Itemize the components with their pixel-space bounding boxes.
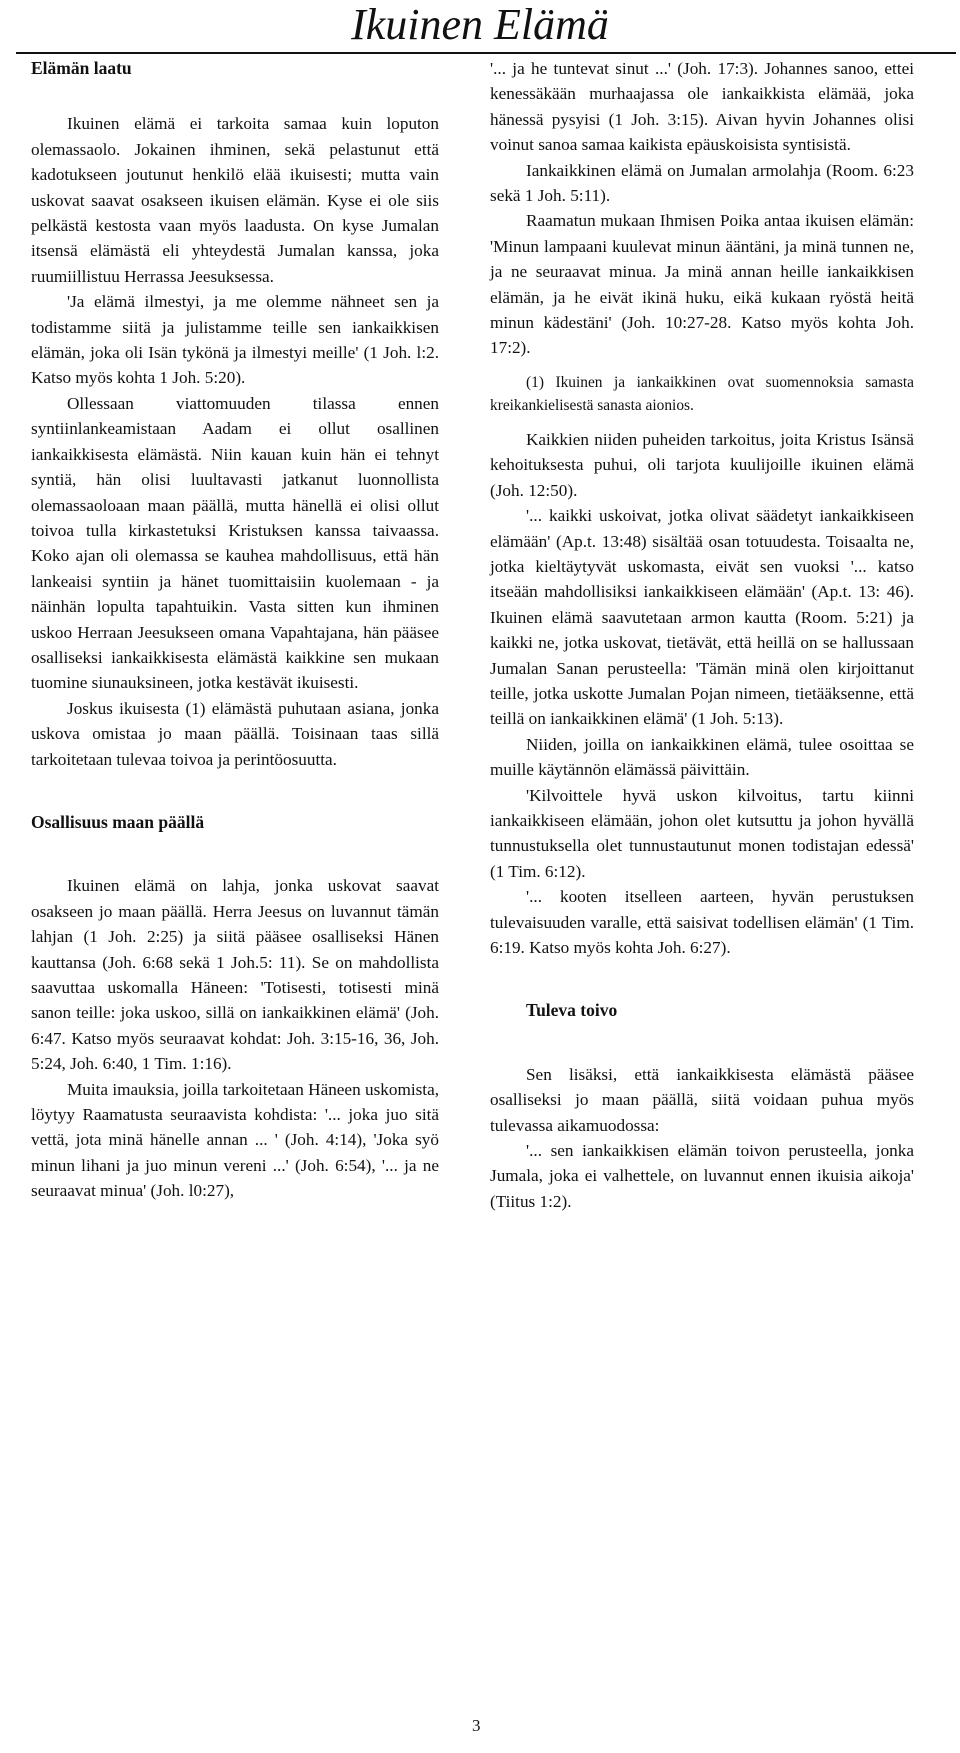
- section-heading-elaman-laatu: Elämän laatu: [31, 58, 132, 78]
- header-rule: [16, 52, 956, 54]
- paragraph: Niiden, joilla on iankaikkinen elämä, tulee osoittaa se muille käytännön elämässä päivittäin.: [490, 734, 914, 780]
- section-heading-osallisuus: Osallisuus maan päällä: [31, 811, 205, 832]
- paragraph: '... kooten itselleen aarteen, hyvän perustuksen tulevaisuuden varalle, että saisivat todellisen elämän' (1 Tim. 6:19. Katso myös kohta Joh. 6:27).: [490, 887, 914, 957]
- paragraph: Joskus ikuisesta (1) elämästä puhutaan asiana, jonka uskova omistaa jo maan päällä. Toisinaan taas sillä tarkoitetaan tulevaa toivoa ja perintöosuutta.: [31, 698, 439, 769]
- paragraph: 'Kilvoittele hyvä uskon kilvoitus, tartu kiinni iankaikkiseen elämään, johon olet kutsuttu ja johon hyvällä tunnustuksella olet tunnustautunut monen todistajan edessä' (1 Tim. 6:12).: [490, 785, 914, 881]
- paragraph: Iankaikkinen elämä on Jumalan armolahja (Room. 6:23 sekä 1 Joh. 5:11).: [490, 160, 914, 206]
- page-title: Ikuinen Elämä: [351, 0, 609, 49]
- paragraph: '... sen iankaikkisen elämän toivon perusteella, jonka Jumala, joka ei valhettele, on luvannut ennen ikuisia aikoja' (Tiitus 1:2).: [490, 1141, 914, 1211]
- paragraph: Muita imauksia, joilla tarkoitetaan Häneen uskomista, löytyy Raamatusta seuraavista kohdista: '... joka juo sitä vettä, jota minä hänelle annan ... ' (Joh. 4:14), 'Joka syö minun lihani ja juo minun vereni ...' (Joh. 6:54), '... ja ne seuraavat minua' (Joh. l0:27),: [31, 1079, 439, 1201]
- footnote: (1) Ikuinen ja iankaikkinen ovat suomennoksia samasta kreikankielisestä sanasta aionios.: [490, 373, 914, 414]
- paragraph: Kaikkien niiden puheiden tarkoitus, joita Kristus Isänsä kehoituksesta puhui, oli tarjota kuulijoille ikuinen elämä (Joh. 12:50).: [490, 429, 914, 500]
- section-heading-tuleva-toivo: Tuleva toivo: [526, 1000, 618, 1021]
- paragraph: Ollessaan viattomuuden tilassa ennen syntiinlankeamistaan Aadam ei ollut osallinen iankaikkisesta elämästä. Niin kauan kuin hän ei tehnyt syntiä, hän olisi luultavasti jatkanut luonnollista olemassaoloaan maan päällä, mutta hänellä ei olisi ollut toivoa tulla kirkastetuksi Kristuksen kanssa taivaassa. Koko ajan oli olemassa se kauhea mahdollisuus, että hän lankeaisi syntiin ja hänet tuomittaisiin kuolemaan - ja näinhän lopulta tapahtuikin. Vasta sitten kun ihminen uskoo Herraan Jeesukseen omana Vapahtajana, hän pääsee osalliseksi iankaikkisesta elämästä kaikkine sen mukaan tuomine siunauksineen, jotka kestävät ikuisesti.: [31, 393, 439, 693]
- right-column: [490, 56, 914, 1214]
- page-number: 3: [472, 1716, 481, 1735]
- paragraph: Ikuinen elämä on lahja, jonka uskovat saavat osakseen jo maan päällä. Herra Jeesus on luvannut tämän lahjan (1 Joh. 2:25) ja siitä pääsee osalliseksi Hänen kauttansa (Joh. 6:68 sekä 1 Joh.5: 11). Se on mahdollista saavuttaa uskomalla Häneen: 'Totisesti, totisesti minä sanon teille: joka uskoo, sillä on iankaikkinen elämä' (Joh. 6:47. Katso myös seuraavat kohdat: Joh. 3:15-16, 36, Joh. 5:24, Joh. 6:40, 1 Tim. 1:16).: [31, 876, 439, 1074]
- paragraph: Raamatun mukaan Ihmisen Poika antaa ikuisen elämän: 'Minun lampaani kuulevat minun ääntäni, ja minä tunnen ne, ja ne seuraavat minua. Ja minä annan heille iankaikkisen elämän, ja he eivät ikinä huku, eikä kukaan ryöstä heitä minun kädestäni' (Joh. 10:27-28. Katso myös kohta Joh. 17:2).: [490, 211, 914, 358]
- paragraph: '... kaikki uskoivat, jotka olivat säädetyt iankaikkiseen elämään' (Ap.t. 13:48) sisältää osan totuudesta. Toisaalta ne, jotka kieltäytyvät uskomasta, eivät sen vuoksi '... katso itseään mahdollisiksi iankaikkiseen elämään' (Ap.t. 13: 46). Ikuinen elämä saavutetaan armon kautta (Room. 5:21) ja kaikki ne, jotka uskovat, tietävät, että heillä on se hallussaan Jumalan Sanan perusteella: 'Tämän minä olen kirjoittanut teille, jotka uskotte Jumalan Pojan nimeen, tietääksenne, että teillä on iankaikkinen elämä' (1 Joh. 5:13).: [490, 506, 914, 729]
- paragraph: Ikuinen elämä ei tarkoita samaa kuin loputon olemassaolo. Jokainen ihminen, sekä pelastunut että kadotukseen joutunut henkilö elää ikuisesti; mutta vain uskovat saavat osakseen ikuisen elämän. Kyse ei ole siis pelkästä kestosta vaan myös laadusta. On kyse Jumalan itsensä elämästä eli yhteydestä Jumalan kanssa, joka ruumiillistuu Herrassa Jeesuksessa.: [31, 114, 439, 286]
- left-column: [31, 56, 439, 1204]
- paragraph: Sen lisäksi, että iankaikkisesta elämästä pääsee osalliseksi jo maan päällä, siitä voidaan puhua myös tulevassa aikamuodossa:: [490, 1064, 914, 1135]
- paragraph: 'Ja elämä ilmestyi, ja me olemme nähneet sen ja todistamme siitä ja julistamme teille sen iankaikkisen elämän, joka oli Isän tykönä ja ilmestyi meille' (1 Joh. l:2. Katso myös kohta 1 Joh. 5:20).: [31, 292, 439, 388]
- paragraph: '... ja he tuntevat sinut ...' (Joh. 17:3). Johannes sanoo, ettei kenessäkään murhaajassa ole iankaikkista elämää, joka hänessä pysyisi (1 Joh. 3:15). Aivan hyvin Johannes olisi voinut sanoa samaa kaikista epäuskoisista syntisistä.: [490, 59, 914, 155]
